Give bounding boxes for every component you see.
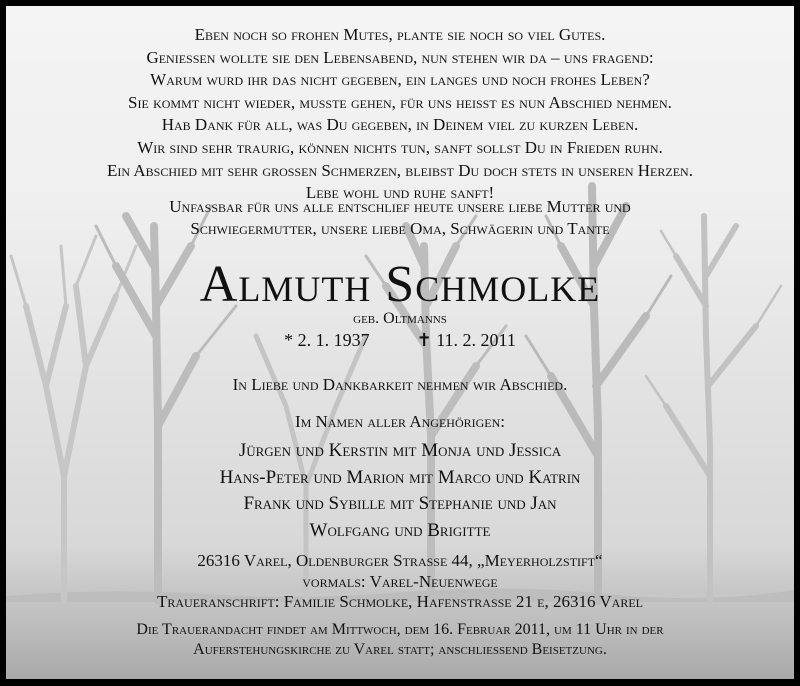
poem-line: Genießen wollte sie den Lebensabend, nun stehen wir da – uns fragend: [146,47,654,67]
poem-line: Ein Abschied mit sehr großen Schmerzen, bleibst Du doch stets in unseren Herzen. [107,160,693,180]
poem-line: Warum wurd ihr das nicht gegeben, ein langes und noch frohes Leben? [150,70,650,90]
intro-line: Unfassbar für uns alle entschlief heute unsere liebe Mutter und [169,197,631,216]
service-line: Die Trauerandacht findet am Mittwoch, dem 16. Februar 2011, um 11 Uhr in der [136,621,664,638]
birth-name: geb. Oltmanns [353,310,447,327]
family-members [6,438,794,544]
poem-line: Eben noch so frohen Mutes, plante sie noch so viel Gutes. [194,25,606,44]
address-line: vormals: Varel-Neuenwege [302,571,498,591]
family-line: Jürgen und Kerstin mit Monja und Jessica [238,440,562,461]
deceased-name: Almuth Schmolke [199,256,601,313]
address-block [6,551,794,613]
service-info [6,620,794,660]
farewell-line: In Liebe und Dankbarkeit nehmen wir Abschied. [232,375,568,394]
memorial-poem [6,24,794,205]
notice-content [6,6,794,679]
poem-line: Hab Dank für all, was Du gegeben, in Deinem viel zu kurzen Leben. [161,115,639,135]
death-date: 11. 2. 2011 [436,330,516,350]
birth-star-icon: * [284,330,294,350]
poem-line: Wir sind sehr traurig, können nichts tun, sanft sollst Du in Frieden ruhn. [137,137,663,157]
family-line: Frank und Sybille mit Stephanie und Jan [243,493,557,514]
poem-line: Lebe wohl und ruhe sanft! [305,183,495,203]
life-dates [6,329,794,351]
poem-line: Sie kommt nicht wieder, musste gehen, für uns heißt es nun Abschied nehmen. [128,92,672,112]
obituary-notice [6,6,794,679]
address-line: 26316 Varel, Oldenburger Straße 44, „Meyerholzstift“ [197,551,603,570]
birth-date: 2. 1. 1937 [297,330,370,350]
cross-icon: ✝ [416,330,432,350]
announcement-intro [6,196,794,240]
family-line: Wolfgang und Brigitte [309,519,491,541]
intro-line: Schwiegermutter, unsere liebe Oma, Schwägerin und Tante [190,219,610,238]
on-behalf-line: Im Namen aller Angehörigen: [294,412,506,431]
address-line: Traueranschrift: Familie Schmolke, Hafenstraße 21 e, 26316 Varel [156,592,644,611]
family-line: Hans-Peter und Marion mit Marco und Katrin [219,466,581,488]
service-line: Auferstehungskirche zu Varel statt; anschließend Beisetzung. [193,641,607,658]
